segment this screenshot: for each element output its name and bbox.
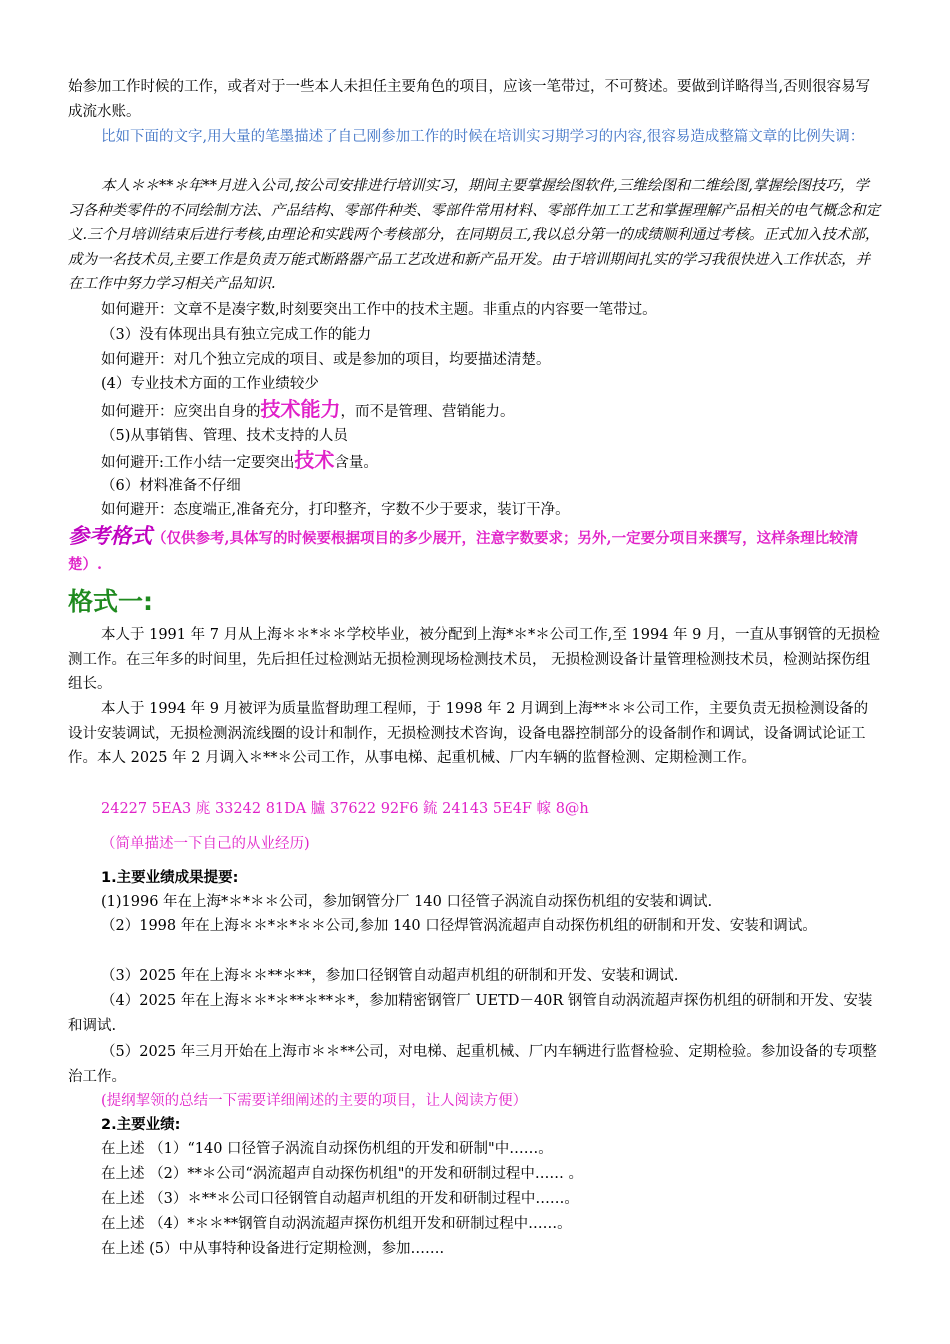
encoded-text-line: 24227 5EA3 庣 33242 81DA 臚 37622 92F6 鋶 24143 5E4F 幏 8@h: [101, 801, 589, 817]
format-one-paragraph-1: 本人于 1991 年 7 月从上海＊＊*＊＊学校毕业，被分配到上海*＊*＊公司工作,至 1994 年 9 月，一直从事钢管的无损检测工作。在三年多的时间里，先后担任过检测站无损检测现场检测技术员， 无损检测设备计量管理检测技术员，检测站探伤组组长。: [68, 627, 880, 692]
section-2-title: 2.主要业绩:: [101, 1117, 181, 1133]
intro-paragraph: 始参加工作时候的工作，或者对于一些本人未担任主要角色的项目，应该一笔带过，不可赘述。要做到详略得当,否则很容易写成流水账。: [68, 79, 871, 120]
achievement-item-2: （2）1998 年在上海＊＊*＊*＊＊公司,参加 140 口径焊管涡流超声自动探伤机组的研制和开发、安装和调试。: [101, 918, 817, 934]
example-intro-paragraph: 比如下面的文字,用大量的笔墨描述了自己刚参加工作的时候在培训实习期学习的内容,很容易造成整篇文章的比例失调：: [101, 129, 865, 145]
point-5-advice-suffix: 含量。: [334, 455, 378, 471]
point-5-heading: （5)从事销售、管理、技术支持的人员: [101, 428, 348, 444]
reference-format-block: [68, 523, 882, 578]
point-5-emphasis: 技术: [294, 448, 335, 472]
point-6-advice: 如何避开：态度端正,准备充分，打印整齐，字数不少于要求，装订干净。: [101, 502, 570, 518]
point-5-advice-prefix: 如何避开:工作小结一定要突出: [101, 455, 295, 471]
performance-item-5: 在上述 (5）中从事特种设备进行定期检测，参加…….: [101, 1241, 445, 1257]
experience-note: （简单描述一下自己的从业经历): [101, 836, 310, 852]
point-6-heading: （6）材料准备不仔细: [101, 478, 241, 494]
point-4-advice: [68, 397, 882, 425]
section-1-title: 1.主要业绩成果提要:: [101, 870, 239, 886]
achievement-item-5: （5）2025 年三月开始在上海市＊＊**公司，对电梯、起重机械、厂内车辆进行监督检验、定期检验。参加设备的专项整治工作。: [68, 1044, 877, 1085]
achievement-item-3: （3）2025 年在上海＊＊**＊**，参加口径钢管自动超声机组的研制和开发、安装和调试.: [101, 968, 679, 984]
performance-item-1: 在上述 （1）“140 口径管子涡流自动探伤机组的开发和研制"中……。: [101, 1141, 553, 1157]
point-4-advice-prefix: 如何避开：应突出自身的: [101, 404, 261, 420]
format-one-title: 格式一:: [68, 587, 153, 616]
point-3-advice: 如何避开：对几个独立完成的项目、或是参加的项目，均要描述清楚。: [101, 352, 551, 368]
performance-item-3: 在上述 （3）＊**＊公司口径钢管自动超声机组的开发和研制过程中……。: [101, 1191, 579, 1207]
reference-format-note: （仅供参考,具体写的时候要根据项目的多少展开，注意字数要求；另外,一定要分项目来撰写，这样条理比较清楚）.: [68, 530, 859, 573]
format-one-paragraph-2: 本人于 1994 年 9 月被评为质量监督助理工程师，于 1998 年 2 月调到上海**＊＊公司工作，主要负责无损检测设备的设计安装调试，无损检测涡流线圈的设计和制作，无损检测技术咨询，设备电器控制部分的设备制作和调试，设备调试论证工作。本人 2025 年 2 月调入＊**＊公司工作，从事电梯、起重机械、厂内车辆的监督检测、定期检测工作。: [68, 701, 869, 766]
avoid-tip-paragraph: 如何避开：文章不是凑字数,时刻要突出工作中的技术主题。非重点的内容要一笔带过。: [101, 302, 657, 318]
reference-format-title: 参考格式: [68, 524, 152, 548]
outline-note: (提纲挈领的总结一下需要详细阐述的主要的项目，让人阅读方便）: [101, 1093, 528, 1109]
point-4-advice-suffix: ，而不是管理、营销能力。: [340, 404, 515, 420]
point-3-heading: （3）没有体现出具有独立完成工作的能力: [101, 327, 372, 343]
point-5-advice: [68, 448, 882, 476]
achievement-item-4: （4）2025 年在上海＊＊*＊**＊**＊*，参加精密钢管厂 UETD－40R 钢管自动涡流超声探伤机组的研制和开发、安装和调试.: [68, 993, 873, 1034]
performance-item-2: 在上述 （2）**＊公司“涡流超声自动探伤机组"的开发和研制过程中…… 。: [101, 1166, 584, 1182]
performance-item-4: 在上述 （4）*＊＊**钢管自动涡流超声探伤机组开发和研制过程中……。: [101, 1216, 572, 1232]
example-quote-paragraph: 本人＊＊**＊年**月进入公司,按公司安排进行培训实习，期间主要掌握绘图软件,三维绘图和二维绘图,掌握绘图技巧，学习各种类零件的不同绘制方法、产品结构、零部件种类、零部件常用材料、零部件加工工艺和掌握理解产品相关的电气概念和定义.三个月培训结束后进行考核,由理论和实践两个考核部分，在同期员工,我以总分第一的成绩顺利通过考核。正式加入技术部，成为一名技术员,主要工作是负责万能式断路器产品工艺改进和新产品开发。由于培训期间扎实的学习我很快进入工作状态，并在工作中努力学习相关产品知识.: [68, 178, 880, 292]
point-4-emphasis: 技术能力: [260, 397, 341, 421]
point-4-heading: (4）专业技术方面的工作业绩较少: [101, 376, 319, 392]
achievement-item-1: (1)1996 年在上海*＊*＊＊公司，参加钢管分厂 140 口径管子涡流自动探伤机组的安装和调试.: [101, 894, 713, 910]
